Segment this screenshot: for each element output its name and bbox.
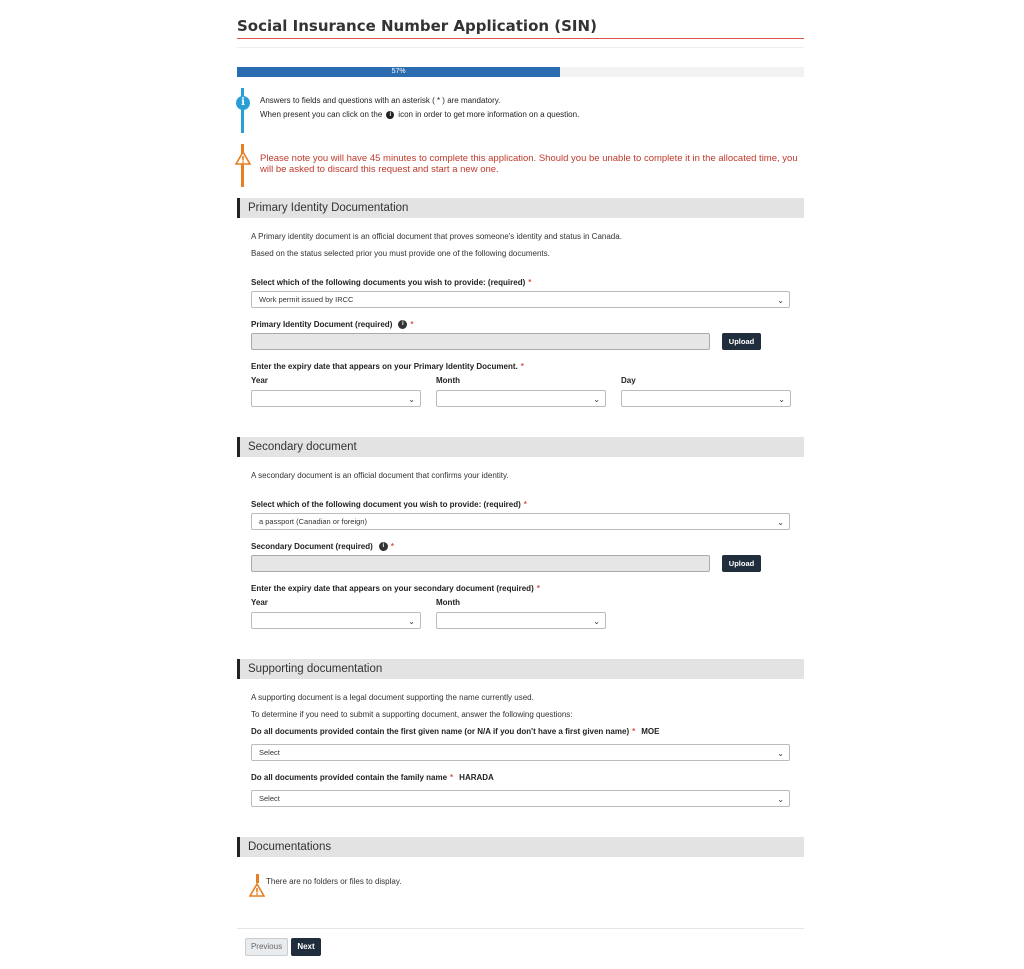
secondary-doc-label-text: Secondary Document (required) (251, 542, 373, 551)
info-line-2-before: When present you can click on the (260, 110, 383, 119)
supporting-q2-select-value: Select (259, 794, 280, 803)
primary-expiry-label (251, 362, 524, 371)
primary-select-label (251, 278, 531, 287)
primary-select-label-text: Select which of the following documents you wish to provide: (required) (251, 278, 526, 287)
chevron-down-icon: ⌄ (777, 296, 784, 305)
nav-divider (237, 928, 804, 929)
primary-year-select[interactable] (251, 390, 421, 407)
info-line-2-after: icon in order to get more information on a question. (398, 110, 580, 119)
primary-doc-label-text: Primary Identity Document (required) (251, 320, 393, 329)
secondary-year-select[interactable] (251, 612, 421, 629)
required-asterisk: * (520, 362, 524, 371)
required-asterisk: * (632, 727, 636, 736)
primary-expiry-label-text: Enter the expiry date that appears on your Primary Identity Document. (251, 362, 518, 371)
section-header-primary: Primary Identity Documentation (237, 198, 804, 218)
warning-icon (235, 151, 251, 165)
primary-para-1: A Primary identity document is an official document that proves someone's identity and status in Canada. (251, 232, 622, 241)
required-asterisk: * (536, 584, 540, 593)
warning-icon (249, 883, 265, 897)
chevron-down-icon: ⌄ (777, 518, 784, 527)
secondary-document-select-value: a passport (Canadian or foreign) (259, 517, 367, 526)
documentations-warning-bar (256, 874, 259, 883)
secondary-expiry-label (251, 584, 540, 593)
required-asterisk: * (390, 542, 394, 551)
progress-bar (237, 67, 804, 77)
primary-doc-label (251, 320, 413, 329)
secondary-month-label: Month (436, 598, 460, 607)
title-subdivider (237, 47, 804, 48)
chevron-down-icon: ⌄ (777, 795, 784, 804)
info-icon: i (236, 96, 250, 110)
chevron-down-icon: ⌄ (408, 395, 415, 404)
secondary-select-label (251, 500, 527, 509)
help-icon[interactable]: i (379, 542, 388, 551)
chevron-down-icon: ⌄ (593, 395, 600, 404)
secondary-month-select[interactable] (436, 612, 606, 629)
primary-year-label: Year (251, 376, 268, 385)
supporting-q1-select-value: Select (259, 748, 280, 757)
page-title: Social Insurance Number Application (SIN) (237, 17, 597, 35)
section-header-documentations: Documentations (237, 837, 804, 857)
warning-text: Please note you will have 45 minutes to complete this application. Should you be unable to complete it in the allocated time, you will be asked to discard this request and start a new one. (260, 153, 798, 175)
primary-day-select[interactable] (621, 390, 791, 407)
primary-upload-button[interactable]: Upload (722, 333, 761, 350)
required-asterisk: * (410, 320, 414, 329)
primary-document-select[interactable] (251, 291, 790, 308)
supporting-q1-label-text: Do all documents provided contain the first given name (or N/A if you don't have a first given name) (251, 727, 630, 736)
section-header-secondary: Secondary document (237, 437, 804, 457)
supporting-q1-label (251, 727, 659, 736)
required-asterisk: * (528, 278, 532, 287)
primary-document-select-value: Work permit issued by IRCC (259, 295, 354, 304)
secondary-doc-label (251, 542, 394, 551)
secondary-select-label-text: Select which of the following document you wish to provide: (required) (251, 500, 521, 509)
help-icon[interactable]: i (398, 320, 407, 329)
info-line-2 (260, 110, 579, 119)
primary-month-select[interactable] (436, 390, 606, 407)
secondary-expiry-label-text: Enter the expiry date that appears on your secondary document (required) (251, 584, 534, 593)
supporting-q2-label-text: Do all documents provided contain the family name (251, 773, 448, 782)
required-asterisk: * (450, 773, 454, 782)
supporting-q2-label (251, 773, 494, 782)
section-header-supporting: Supporting documentation (237, 659, 804, 679)
documentations-empty-text: There are no folders or files to display. (266, 877, 402, 886)
required-asterisk: * (523, 500, 527, 509)
primary-month-label: Month (436, 376, 460, 385)
supporting-para-2: To determine if you need to submit a supporting document, answer the following questions: (251, 710, 573, 719)
supporting-q2-name: HARADA (459, 773, 494, 782)
info-inline-help-icon: i (386, 111, 394, 119)
secondary-upload-button[interactable]: Upload (722, 555, 761, 572)
secondary-file-input[interactable] (251, 555, 710, 572)
secondary-document-select[interactable] (251, 513, 790, 530)
chevron-down-icon: ⌄ (777, 749, 784, 758)
supporting-q1-select[interactable] (251, 744, 790, 761)
primary-para-2: Based on the status selected prior you must provide one of the following documents. (251, 249, 550, 258)
secondary-year-label: Year (251, 598, 268, 607)
chevron-down-icon: ⌄ (593, 617, 600, 626)
primary-day-label: Day (621, 376, 636, 385)
chevron-down-icon: ⌄ (778, 395, 785, 404)
supporting-q1-name: MOE (641, 727, 660, 736)
next-button[interactable]: Next (291, 938, 321, 956)
progress-fill: 57% (237, 67, 560, 77)
primary-file-input[interactable] (251, 333, 710, 350)
secondary-para-1: A secondary document is an official document that confirms your identity. (251, 471, 509, 480)
info-accent-bar (241, 88, 244, 133)
supporting-q2-select[interactable] (251, 790, 790, 807)
info-line-1: Answers to fields and questions with an asterisk ( * ) are mandatory. (260, 96, 501, 105)
supporting-para-1: A supporting document is a legal document supporting the name currently used. (251, 693, 534, 702)
previous-button[interactable]: Previous (245, 938, 288, 956)
chevron-down-icon: ⌄ (408, 617, 415, 626)
title-divider (237, 38, 804, 39)
